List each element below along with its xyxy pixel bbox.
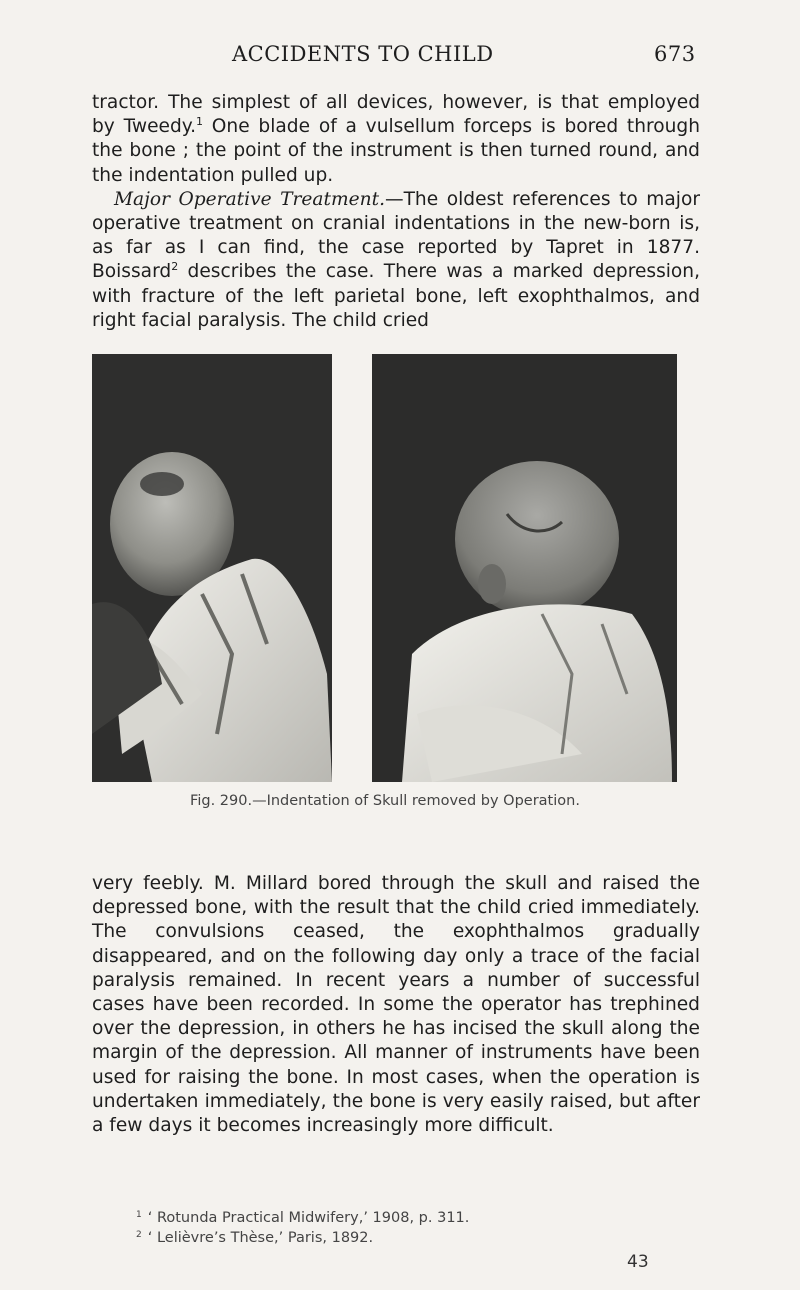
paragraph-text: describes the case. There was a marked depression, with fracture of the left parietal bone, left exophthalmos, and right facial paralysis. The child cried	[92, 261, 700, 331]
signature-mark: 43	[627, 1252, 649, 1272]
paragraph-tweedy	[92, 91, 700, 188]
footnote-1	[136, 1208, 469, 1228]
paragraph-text: One blade of a vulsellum forceps is bored through the bone ; the point of the instrument is then turned round, and the indentation pulled up.	[92, 116, 700, 186]
text-block-top	[92, 91, 700, 333]
paragraph-major-operative	[92, 188, 700, 333]
text-block-bottom	[92, 872, 700, 1138]
figure-photo-left	[92, 354, 332, 782]
paragraph-millard: very feebly. M. Millard bored through the skull and raised the depressed bone, with the result that the child cried immediately. The convulsions ceased, the exophthalmos gradually disappeared, and on the following day only a trace of the facial paralysis remained. In recent years a number of successful cases have been recorded. In some the operator has trephined over the depression, in others he has incised the skull along the margin of the depression. All manner of instruments have been used for raising the bone. In most cases, when the operation is undertaken immediately, the bone is very easily raised, but after a few days it becomes increasingly more difficult.	[92, 873, 700, 1137]
footnote-text: ‘ Lelièvre’s Thèse,’ Paris, 1892.	[147, 1230, 374, 1246]
footnote-mark: 2	[136, 1230, 142, 1240]
page-number: 673	[654, 42, 696, 66]
footnotes	[136, 1208, 469, 1248]
paragraph-text: tractor. The simplest of all devices, however, is that employed by Tweedy.	[92, 92, 700, 138]
footnote-mark: 1	[136, 1210, 142, 1220]
section-heading: Major Operative Treatment.	[114, 188, 385, 210]
running-head-title: ACCIDENTS TO CHILD	[232, 42, 494, 66]
paragraph-text: —The oldest references to major operative treatment on cranial indentations in the new-born is, as far as I can find, the case reported by Tapret in 1877. Boissard	[92, 188, 700, 283]
figure-photo-right	[372, 354, 677, 782]
figure-caption: Fig. 290.—Indentation of Skull removed by Operation.	[190, 793, 580, 809]
footnote-2	[136, 1228, 469, 1248]
footnote-ref: 2	[171, 260, 179, 274]
footnote-ref: 1	[196, 115, 204, 129]
footnote-text: ‘ Rotunda Practical Midwifery,’ 1908, p. 311.	[147, 1210, 470, 1226]
